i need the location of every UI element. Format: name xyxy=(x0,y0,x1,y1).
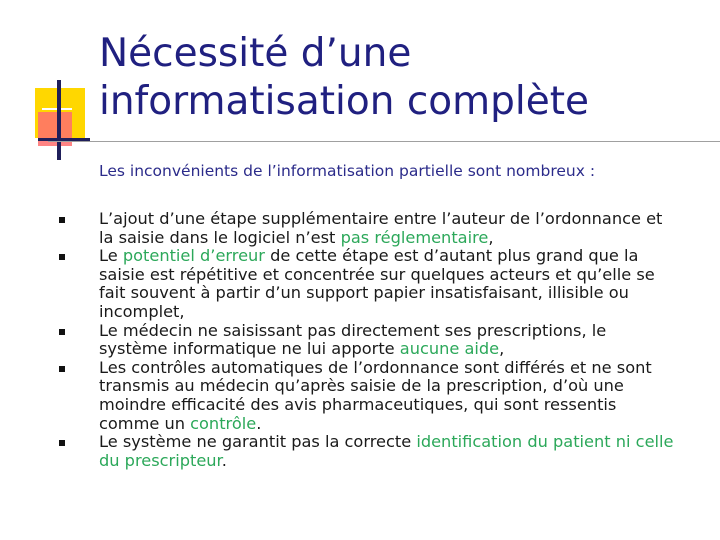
title-divider xyxy=(48,141,720,142)
bullet-square-icon xyxy=(59,254,65,260)
bullet-text: Le xyxy=(99,246,123,266)
bullet-text: L’ajout d’une étape supplémentaire entre l’auteur de l’ordonnance et la saisie dans le logiciel n’est xyxy=(99,209,663,247)
slide-title: Nécessité d’une informatisation complète xyxy=(99,31,589,124)
logo-vertical-bar xyxy=(57,80,61,160)
bullet-text: Les contrôles automatiques de l’ordonnance sont différés et ne sont transmis au médecin qu’après saisie de la prescription, d’où une moindre efficacité des avis pharmaceutiques, qui sont ressentis comme un xyxy=(99,357,652,433)
bullet-highlight: contrôle xyxy=(190,413,257,433)
bullet-text: Le système ne garantit pas la correcte xyxy=(99,432,417,452)
bullet-item xyxy=(59,322,674,359)
bullet-square-icon xyxy=(59,440,65,446)
bullet-highlight: aucune aide xyxy=(399,339,500,359)
bullet-square-icon xyxy=(59,217,65,223)
bullet-text-end: , xyxy=(499,339,505,359)
bullet-text-end: . xyxy=(221,450,227,470)
bullet-item xyxy=(59,433,674,470)
bullet-highlight: pas réglementaire xyxy=(340,227,489,247)
bullet-item xyxy=(59,247,674,321)
bullet-square-icon xyxy=(59,366,65,372)
bullet-text-end: , xyxy=(488,227,494,247)
bullet-list xyxy=(59,210,674,470)
bullet-square-icon xyxy=(59,329,65,335)
bullet-highlight: potentiel d’erreur xyxy=(122,246,265,266)
slide-logo-icon xyxy=(30,80,90,160)
intro-text: Les inconvénients de l’informatisation partielle sont nombreux : xyxy=(99,162,596,180)
bullet-text-end: de cette étape est d’autant plus grand que la saisie est répétitive et concentrée sur quelques acteurs et qu’elle se fait souvent à partir d’un support papier insatisfaisant, illisible ou incomplet, xyxy=(99,246,655,321)
bullet-item xyxy=(59,359,674,433)
bullet-item xyxy=(59,210,674,247)
bullet-text-end: . xyxy=(256,413,262,433)
bullet-highlight: identification du patient ni celle du prescripteur xyxy=(99,432,674,470)
bullet-text: Le médecin ne saisissant pas directement ses prescriptions, le système informatique ne lui apporte xyxy=(99,320,607,359)
